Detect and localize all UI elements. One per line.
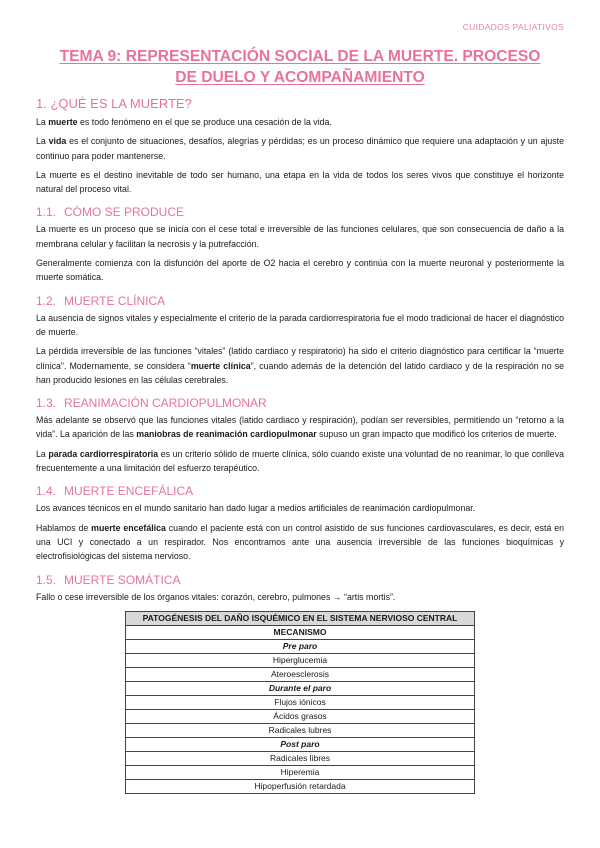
section-1-paragraph-3: La muerte es el destino inevitable de todo ser humano, una etapa en la vida de todos los seres vivos que constituye el horizonte natural del proceso vital.	[36, 169, 564, 195]
subsection-1-4-paragraph-1: Los avances técnicos en el mundo sanitario han dado lugar a medios artificiales de reanimación cardiopulmonar.	[36, 503, 476, 514]
table-cell: Radicales lubres	[126, 723, 475, 737]
table-cell: Ácidos grasos	[126, 709, 475, 723]
subsection-1-1-paragraph-2: Generalmente comienza con la disfunción del aporte de O2 hacia el cerebro y continúa con la muerte neuronal y posteriormente la muerte somática.	[36, 258, 564, 283]
table-row	[126, 779, 475, 793]
table-row	[126, 639, 475, 653]
table-cell: Hipoperfusión retardada	[126, 779, 475, 793]
table-cell: Hiperglucemia	[126, 653, 475, 667]
table-cell: Radicales libres	[126, 751, 475, 765]
pathogenesis-table	[125, 611, 475, 794]
subsection-1-1-heading: 1.1. CÓMO SE PRODUCE	[36, 205, 185, 220]
running-header: CUIDADOS PALIATIVOS	[462, 22, 564, 32]
table-cell: Hiperemia	[126, 765, 475, 779]
title-line-1: TEMA 9: REPRESENTACIÓN SOCIAL DE LA MUERTE. PROCESO	[59, 48, 541, 65]
table-body	[126, 639, 475, 793]
subsection-1-3-heading: 1.3. REANIMACIÓN CARDIOPULMONAR	[36, 396, 267, 411]
table-title: PATOGÉNESIS DEL DAÑO ISQUÉMICO EN EL SISTEMA NERVIOSO CENTRAL	[126, 611, 475, 625]
section-1-heading: 1. ¿QUÉ ES LA MUERTE?	[36, 96, 192, 111]
table-cell: Ateroesclerosis	[126, 667, 475, 681]
table-phase-cell: Post paro	[126, 737, 475, 751]
table-row	[126, 695, 475, 709]
subsection-1-1-paragraph-1: La muerte es un proceso que se inicia con el cese total e irreversible de las funciones celulares, que son consecuencia de daño a la membrana celular y facilitan la necrosis y la putrefacción.	[36, 224, 564, 249]
subsection-1-4-heading: 1.4. MUERTE ENCEFÁLICA	[36, 484, 194, 499]
table-row	[126, 653, 475, 667]
table-phase-cell: Pre paro	[126, 639, 475, 653]
table-row	[126, 723, 475, 737]
subsection-1-2-heading: 1.2. MUERTE CLÍNICA	[36, 293, 166, 308]
table-column-header: MECANISMO	[126, 625, 475, 639]
table-row	[126, 667, 475, 681]
table-row	[126, 709, 475, 723]
subsection-1-4-paragraph-2: Hablamos de muerte encefálica cuando el paciente está con un control asistido de sus funciones cardiovasculares, es decir, está en una UCI y conectado a un respirador. Nos encontramos ante una ausencia irreversible de las funciones bioquímicas y electrofisiológicas del sistema nervioso.	[36, 522, 564, 562]
section-1-paragraph-2: La vida es el conjunto de situaciones, desafíos, alegrías y pérdidas; es un proceso dinámico que requiere una adaptación y un ajuste continuo para poder mantenerse.	[36, 136, 564, 161]
subsection-1-2-paragraph-1: La ausencia de signos vitales y especialmente el criterio de la parada cardiorrespiratoria fue el modo tradicional de hacer el diagnóstico de muerte.	[36, 312, 564, 337]
page-content	[36, 46, 564, 794]
subsection-1-3-paragraph-1: Más adelante se observó que las funciones vitales (latido cardiaco y respiración), podían ser reversibles, permitiendo un “retorno a la vida”. La aparición de las maniobras de reanimación cardiopulmonar supuso un gran impacto que modificó los criterios de muerte.	[36, 415, 564, 440]
title-line-2: DE DUELO Y ACOMPAÑAMIENTO	[175, 69, 425, 86]
table-cell: Flujos iónicos	[126, 695, 475, 709]
subsection-1-5-heading: 1.5. MUERTE SOMÁTICA	[36, 572, 181, 587]
section-1-paragraph-1: La muerte es todo fenómeno en el que se produce una cesación de la vida.	[36, 117, 332, 127]
table-phase-cell: Durante el paro	[126, 681, 475, 695]
subsection-1-5-paragraph-1: Fallo o cese irreversible de los órganos vitales: corazón, cerebro, pulmones → “artis mortis”.	[36, 591, 396, 602]
table-row	[126, 765, 475, 779]
table-row	[126, 737, 475, 751]
subsection-1-2-paragraph-2: La pérdida irreversible de las funciones “vitales” (latido cardiaco y respiratorio) ha sido el criterio diagnóstico para certificar la “muerte clínica”. Modernamente, se considera “muerte clínica”, cuando además de la detención del latido cardiaco y de la respiración no se han producido lesiones en las células cerebrales.	[36, 346, 565, 385]
table-row	[126, 681, 475, 695]
document-title	[36, 46, 564, 88]
table-row	[126, 751, 475, 765]
subsection-1-3-paragraph-2: La parada cardiorrespiratoria es un criterio sólido de muerte clínica, sólo cuando existe una voluntad de no reanimar, lo que conlleva frecuentemente a una limitación del esfuerzo terapéutico.	[36, 448, 564, 474]
